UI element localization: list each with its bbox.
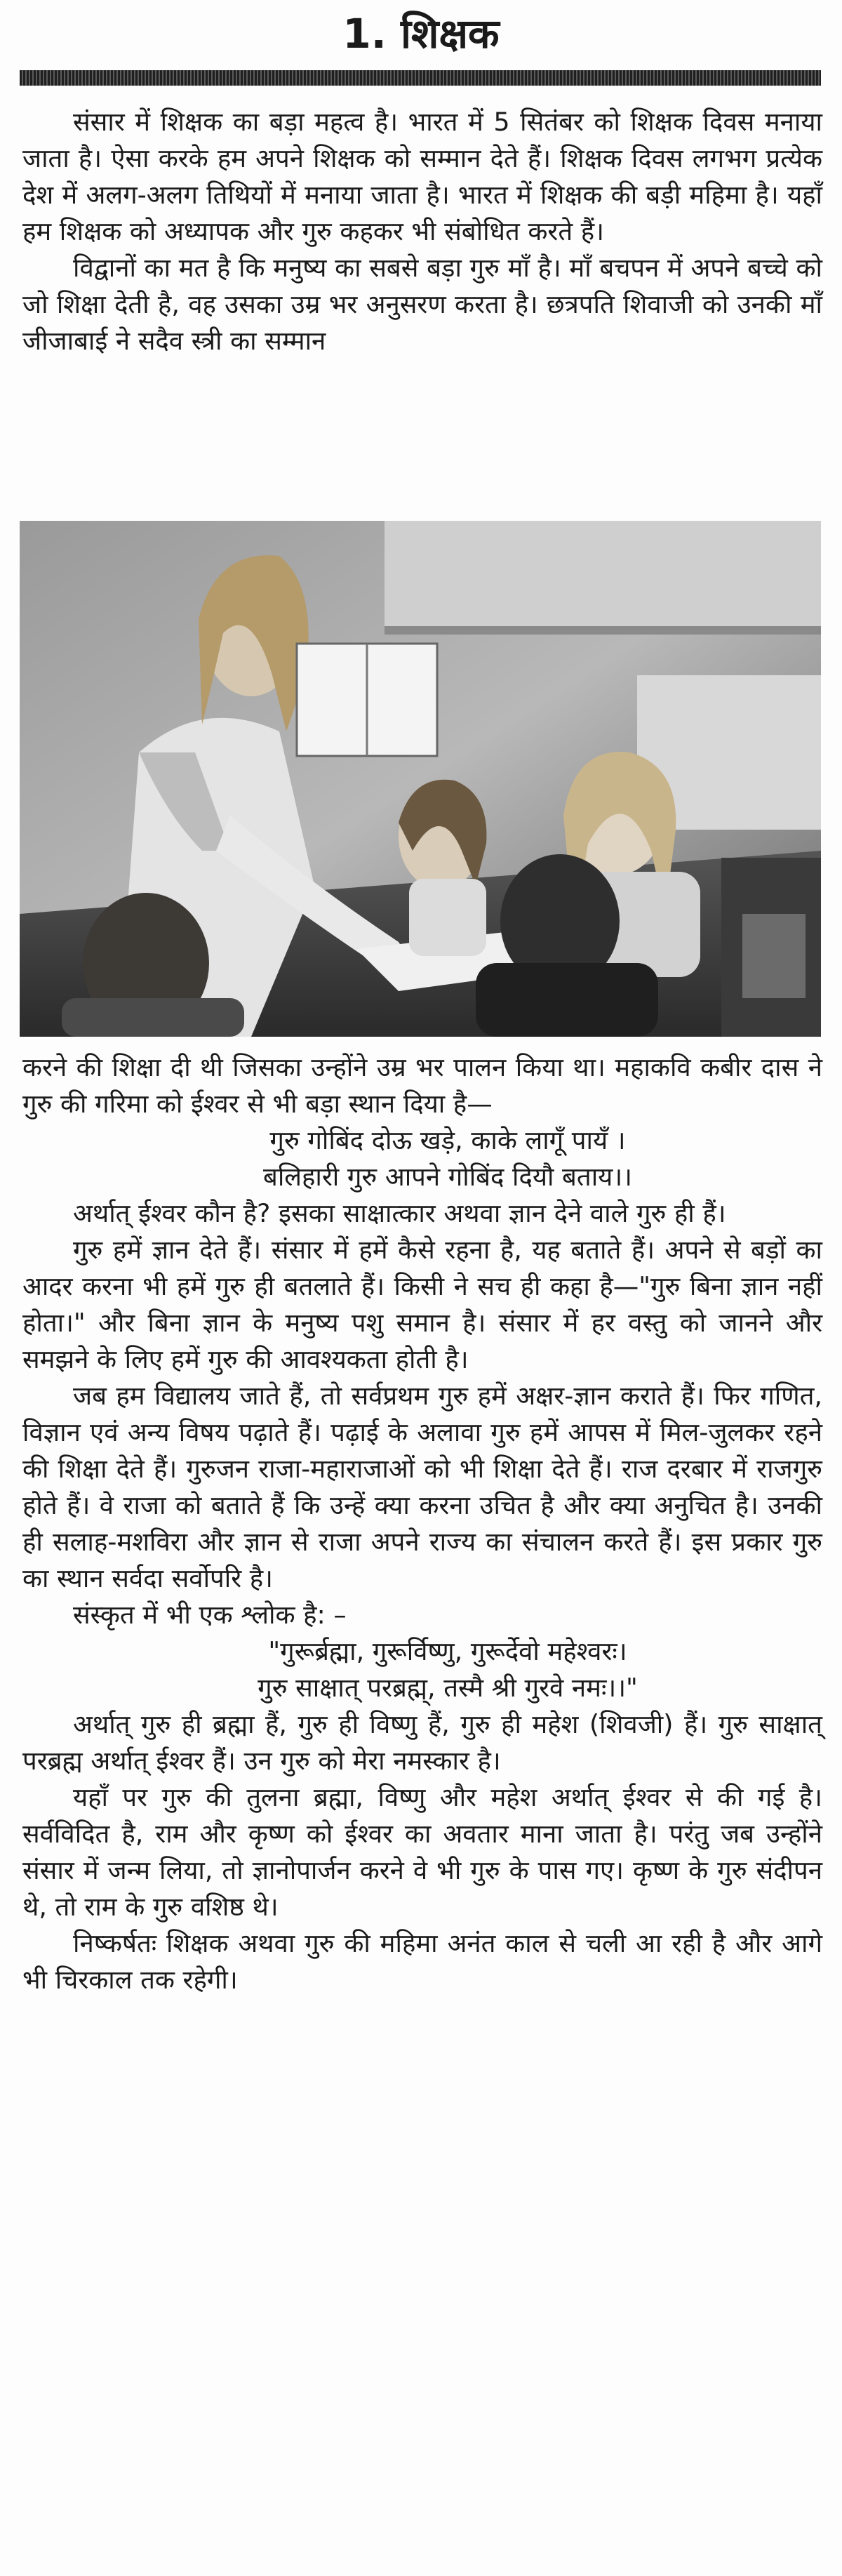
title-divider — [20, 70, 821, 86]
essay-title: 1. शिक्षक — [342, 10, 500, 58]
intro-text — [22, 104, 822, 359]
kabir-verse-line-1: गुरु गोबिंद दोऊ खड़े, काके लागूँ पायँ । — [269, 1125, 626, 1155]
paragraph-teachers-day: संसार में शिक्षक का बड़ा महत्व है। भारत में 5 सितंबर को शिक्षक दिवस मनाया जाता है। ऐसा करके हम अपने शिक्षक को सम्मान देते हैं। शिक्षक दिवस लगभग प्रत्येक देश में अलग-अलग तिथियों में मनाया जाता है। भारत में शिक्षक की बड़ी महिमा है। यहाँ हम शिक्षक को अध्यापक और गुरु कहकर भी संबोधित करते हैं। — [22, 107, 822, 246]
classroom-photo — [20, 521, 821, 1037]
main-text — [22, 1049, 822, 1998]
shloka-line-2: गुरु साक्षात् परब्रह्म्, तस्मै श्री गुरवे नमः।।" — [258, 1673, 638, 1703]
paragraph-sanskrit-intro: संस्कृत में भी एक श्लोक है: – — [73, 1600, 347, 1630]
paragraph-school: जब हम विद्यालय जाते हैं, तो सर्वप्रथम गुरु हमें अक्षर-ज्ञान कराते हैं। फिर गणित, विज्ञान एवं अन्य विषय पढ़ाते हैं। पढ़ाई के अलावा गुरु हमें आपस में मिल-जुलकर रहने की शिक्षा देते हैं। गुरुजन राजा-महाराजाओं को भी शिक्षा देते हैं। राज दरबार में राजगुरु होते हैं। वे राजा को बताते हैं कि उन्हें क्या करना उचित है और क्या अनुचित है। उनकी ही सलाह-मशविरा और ज्ञान से राजा अपने राज्य का संचालन करते हैं। इस प्रकार गुरु का स्थान सर्वदा सर्वोपरि है। — [22, 1381, 822, 1593]
paragraph-mother-guru: विद्वानों का मत है कि मनुष्य का सबसे बड़ा गुरु माँ है। माँ बचपन में अपने बच्चे को जो शिक्षा देती है, वह उसका उम्र भर अनुसरण करता है। छत्रपति शिवाजी को उनकी माँ जीजाबाई ने सदैव स्त्री का सम्मान — [22, 253, 822, 356]
paragraph-meaning-verse: अर्थात् ईश्वर कौन है? इसका साक्षात्कार अथवा ज्ञान देने वाले गुरु ही हैं। — [73, 1198, 726, 1228]
paragraph-shloka-meaning: अर्थात् गुरु ही ब्रह्मा हैं, गुरु ही विष्णु हैं, गुरु ही महेश (शिवजी) हैं। गुरु साक्षात् परब्रह्म अर्थात् ईश्वर हैं। उन गुरु को मेरा नमस्कार है। — [22, 1709, 822, 1776]
kabir-verse-line-2: बलिहारी गुरु आपने गोबिंद दियौ बताय।। — [262, 1162, 632, 1192]
paragraph-comparison: यहाँ पर गुरु की तुलना ब्रह्मा, विष्णु और महेश अर्थात् ईश्वर से की गई है। सर्वविदित है, राम और कृष्ण को ईश्वर का अवतार माना जाता है। परंतु जब उन्होंने संसार में जन्म लिया, तो ज्ञानोपार्जन करने वे भी गुरु के पास गए। कृष्ण के गुरु संदीपन थे, तो राम के गुरु वशिष्ठ थे। — [22, 1782, 822, 1922]
paragraph-conclusion: निष्कर्षतः शिक्षक अथवा गुरु की महिमा अनंत काल से चली आ रही है और आगे भी चिरकाल तक रहेगी। — [22, 1928, 822, 1995]
paragraph-guru-knowledge: गुरु हमें ज्ञान देते हैं। संसार में हमें कैसे रहना है, यह बताते हैं। अपने से बड़ों का आदर करना भी हमें गुरु ही बतलाते हैं। किसी ने सच ही कहा है—"गुरु बिना ज्ञान नहीं होता।" और बिना ज्ञान के मनुष्य पशु समान है। संसार में हर वस्तु को जानने और समझने के लिए हमें गुरु की आवश्यकता होती है। — [22, 1235, 822, 1374]
shloka-line-1: "गुरूर्ब्रह्मा, गुरूर्विष्णु, गुरूर्देवो महेश्वरः। — [268, 1636, 627, 1666]
paragraph-continuation: करने की शिक्षा दी थी जिसका उन्होंने उम्र भर पालन किया था। महाकवि कबीर दास ने गुरु की गरिमा को ईश्वर से भी बड़ा स्थान दिया है— — [22, 1052, 822, 1119]
